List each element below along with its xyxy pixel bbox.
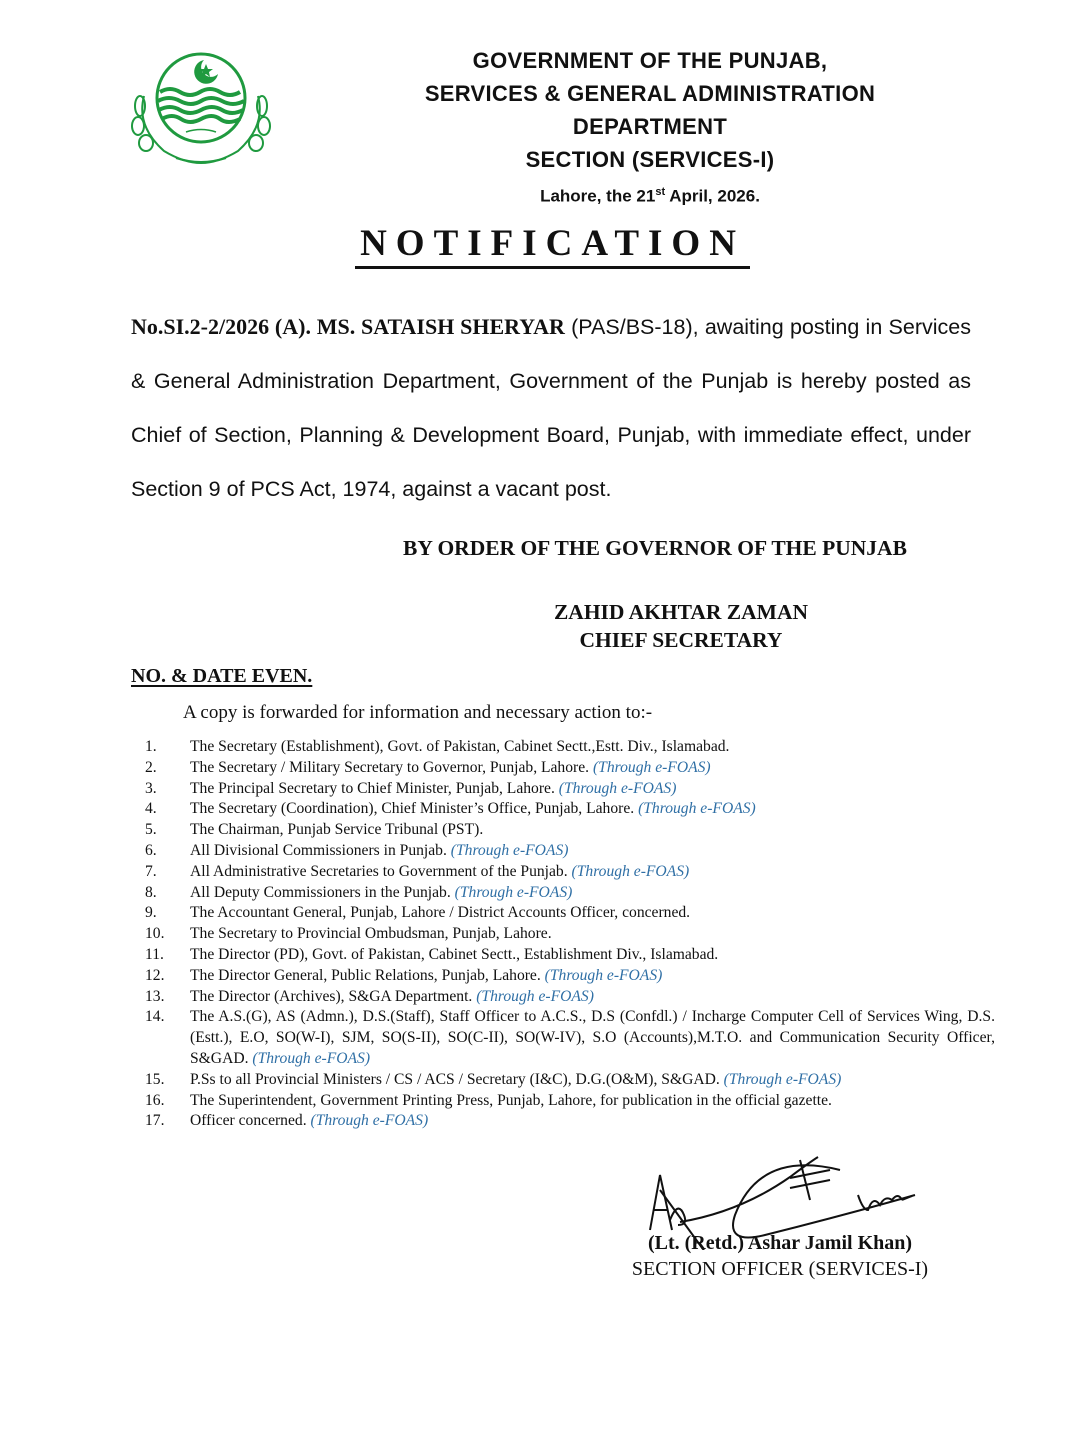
distribution-recipient: The Director (PD), Govt. of Pakistan, Cabinet Sectt., Establishment Div., Islamabad.	[190, 945, 719, 963]
distribution-item-text	[190, 1091, 995, 1112]
punjab-emblem-icon	[126, 46, 276, 174]
distribution-item-text	[190, 820, 995, 841]
distribution-item-text	[190, 903, 995, 924]
efoas-note: (Through e-FOAS)	[454, 883, 573, 901]
distribution-recipient: The Secretary (Establishment), Govt. of Pakistan, Cabinet Sectt.,Estt. Div., Islamabad.	[190, 738, 730, 755]
distribution-item	[145, 1091, 995, 1112]
issue-date	[370, 186, 930, 207]
distribution-item	[145, 758, 995, 779]
distribution-recipient: Officer concerned.	[190, 1112, 311, 1130]
distribution-item-number: 3.	[145, 779, 157, 797]
distribution-item	[145, 1070, 995, 1091]
distribution-item	[145, 924, 995, 945]
distribution-recipient: The Secretary (Coordination), Chief Minister’s Office, Punjab, Lahore.	[190, 800, 639, 818]
notification-text: (PAS/BS-18), awaiting posting in Services & General Administration Department, Government of the Punjab is hereby posted as Chief of Section, Planning & Development Board, Punjab, with immediate effect, under Section 9 of PCS Act, 1974, against a vacant post.	[131, 315, 971, 501]
no-date-even: NO. & DATE EVEN.	[131, 665, 313, 687]
chief-secretary-name: ZAHID AKHTAR ZAMAN	[553, 600, 809, 624]
distribution-item-number: 7.	[145, 862, 157, 880]
efoas-note: (Through e-FOAS)	[544, 966, 663, 984]
distribution-item-number: 8.	[145, 883, 157, 901]
distribution-item	[145, 779, 995, 800]
distribution-item-text	[190, 1070, 995, 1091]
section-officer-block	[605, 1230, 955, 1282]
distribution-item-text	[190, 924, 995, 945]
document-title: NOTIFICATION	[355, 222, 750, 269]
distribution-item-text	[190, 799, 995, 820]
distribution-item-text	[190, 841, 995, 862]
efoas-note: (Through e-FOAS)	[476, 987, 594, 1005]
distribution-item-number: 5.	[145, 821, 157, 839]
efoas-note: (Through e-FOAS)	[592, 758, 711, 776]
distribution-item-text	[190, 758, 995, 779]
forward-text: A copy is forwarded for information and necessary action to:-	[183, 702, 653, 723]
distribution-item	[145, 1007, 995, 1069]
distribution-item-number: 11.	[145, 945, 164, 963]
distribution-item-number: 15.	[145, 1070, 165, 1088]
distribution-item-number: 13.	[145, 987, 165, 1005]
distribution-item	[145, 820, 995, 841]
distribution-item	[145, 799, 995, 820]
distribution-item-text	[190, 987, 995, 1008]
distribution-item-text	[190, 862, 995, 883]
distribution-item-number: 12.	[145, 966, 165, 984]
distribution-item	[145, 862, 995, 883]
distribution-recipient: The Secretary to Provincial Ombudsman, Punjab, Lahore.	[190, 925, 552, 943]
date-prefix: Lahore, the 21	[540, 186, 656, 206]
distribution-item	[145, 883, 995, 904]
efoas-note: (Through e-FOAS)	[571, 862, 690, 880]
distribution-item-number: 10.	[145, 925, 165, 943]
distribution-recipient: The A.S.(G), AS (Admn.), D.S.(Staff), Staff Officer to A.C.S., D.S (Confdl.) / Incharge Computer Cell of Services Wing, D.S.(Estt.), E.O, SO(W-I), SJM, SO(S-II), SO(C-II), SO(W-IV), S.O (Accounts),M.T.O. and Communication Security Officer, S&GAD.	[190, 1008, 995, 1067]
notification-body	[131, 300, 971, 516]
distribution-recipient: The Principal Secretary to Chief Minister, Punjab, Lahore.	[190, 779, 559, 797]
efoas-note: (Through e-FOAS)	[558, 779, 677, 797]
chief-secretary-designation: CHIEF SECRETARY	[579, 628, 783, 652]
distribution-item	[145, 903, 995, 924]
distribution-recipient: All Deputy Commissioners in the Punjab.	[190, 883, 455, 901]
distribution-item	[145, 737, 995, 758]
distribution-item-text	[190, 945, 995, 966]
distribution-item	[145, 945, 995, 966]
efoas-note: (Through e-FOAS)	[723, 1070, 842, 1088]
distribution-recipient: The Secretary / Military Secretary to Governor, Punjab, Lahore.	[190, 758, 593, 776]
distribution-item-text	[190, 1111, 995, 1132]
distribution-recipient: The Director General, Public Relations, Punjab, Lahore.	[190, 966, 545, 984]
distribution-recipient: The Chairman, Punjab Service Tribunal (PST).	[190, 821, 484, 839]
distribution-recipient: The Superintendent, Government Printing Press, Punjab, Lahore, for publication in the official gazette.	[190, 1091, 832, 1109]
distribution-item-number: 6.	[145, 841, 157, 859]
chief-secretary-block	[500, 598, 862, 654]
header-line-government: GOVERNMENT OF THE PUNJAB,	[472, 48, 828, 73]
distribution-item-number: 17.	[145, 1112, 165, 1130]
efoas-note: (Through e-FOAS)	[310, 1112, 429, 1130]
efoas-note: (Through e-FOAS)	[252, 1049, 371, 1067]
distribution-item-text	[190, 883, 995, 904]
section-officer-name: (Lt. (Retd.) Ashar Jamil Khan)	[647, 1232, 913, 1254]
distribution-item-text	[190, 779, 995, 800]
distribution-item-text	[190, 1007, 995, 1069]
efoas-note: (Through e-FOAS)	[450, 841, 569, 859]
distribution-item-number: 16.	[145, 1091, 165, 1109]
distribution-item-number: 1.	[145, 738, 157, 755]
distribution-item-number: 4.	[145, 800, 157, 818]
distribution-item-text	[190, 737, 995, 758]
distribution-recipient: The Accountant General, Punjab, Lahore / District Accounts Officer, concerned.	[190, 904, 691, 922]
notification-reference: No.SI.2-2/2026 (A). MS. SATAISH SHERYAR	[131, 314, 565, 339]
distribution-item-number: 9.	[145, 904, 157, 922]
header-line-department: SERVICES & GENERAL ADMINISTRATION	[424, 81, 876, 106]
distribution-item	[145, 966, 995, 987]
distribution-item-number: 14.	[145, 1008, 165, 1026]
document-header	[370, 44, 930, 207]
distribution-item-number: 2.	[145, 758, 157, 776]
distribution-recipient: All Divisional Commissioners in Punjab.	[190, 841, 451, 859]
distribution-list	[145, 737, 995, 1132]
distribution-item	[145, 841, 995, 862]
header-line-section: SECTION (SERVICES-I)	[525, 147, 775, 172]
date-sup: st	[655, 186, 666, 198]
distribution-item	[145, 987, 995, 1008]
distribution-recipient: P.Ss to all Provincial Ministers / CS / ACS / Secretary (I&C), D.G.(O&M), S&GAD.	[190, 1070, 724, 1088]
distribution-recipient: The Director (Archives), S&GA Department.	[190, 987, 477, 1005]
efoas-note: (Through e-FOAS)	[638, 800, 756, 818]
date-suffix: April, 2026.	[665, 186, 760, 206]
header-line-department-2: DEPARTMENT	[572, 114, 728, 139]
distribution-item-text	[190, 966, 995, 987]
section-officer-designation: SECTION OFFICER (SERVICES-I)	[631, 1258, 929, 1280]
distribution-item	[145, 1111, 995, 1132]
distribution-recipient: All Administrative Secretaries to Government of the Punjab.	[190, 862, 572, 880]
order-line: BY ORDER OF THE GOVERNOR OF THE PUNJAB	[403, 536, 907, 560]
